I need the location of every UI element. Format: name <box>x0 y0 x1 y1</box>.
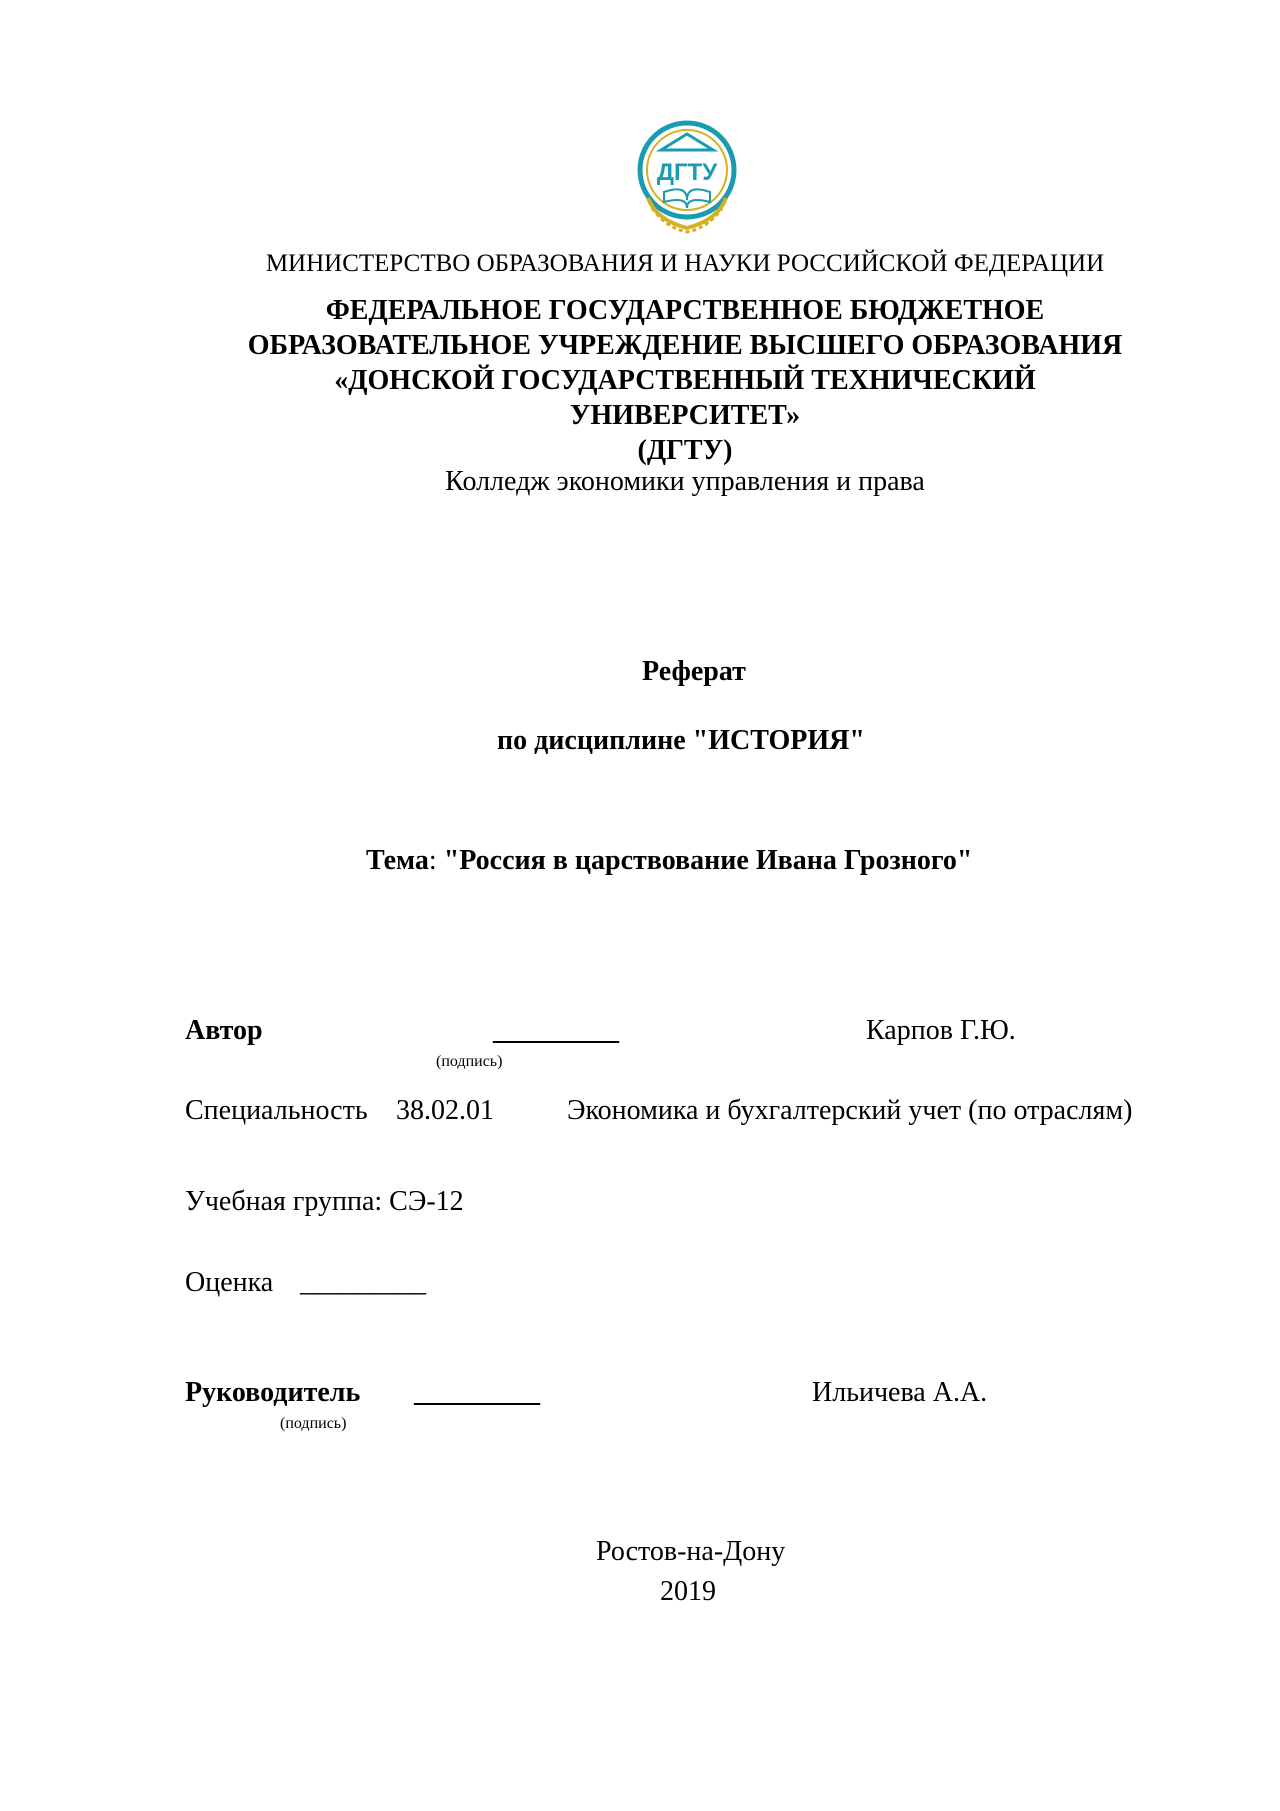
author-signature-caption: (подпись) <box>436 1053 503 1070</box>
year: 2019 <box>660 1576 716 1607</box>
specialty-code: 38.02.01 <box>396 1095 494 1126</box>
group-value: СЭ-12 <box>389 1186 464 1217</box>
specialty-name: Экономика и бухгалтерский учет (по отраслям) <box>567 1095 1133 1126</box>
supervisor-signature-line: _________ <box>414 1377 540 1408</box>
grade-line: _________ <box>300 1267 426 1298</box>
city: Ростов-на-Дону <box>596 1536 786 1567</box>
institution-line: УНИВЕРСИТЕТ» <box>569 400 801 431</box>
group-label: Учебная группа: <box>185 1186 383 1217</box>
topic <box>366 845 972 877</box>
institution-name <box>0 293 1280 468</box>
supervisor-label: Руководитель <box>185 1377 361 1408</box>
ministry-name: МИНИСТЕРСТВО ОБРАЗОВАНИЯ И НАУКИ РОССИЙСКОЙ ФЕДЕРАЦИИ <box>265 250 1105 277</box>
topic-label: Тема <box>366 845 429 876</box>
topic-value: "Россия в царствование Ивана Грозного" <box>443 845 973 876</box>
document-type: Реферат <box>642 656 746 687</box>
topic-separator: : <box>428 845 444 876</box>
supervisor-name: Ильичева А.А. <box>812 1377 988 1408</box>
author-signature-line: _________ <box>493 1015 619 1046</box>
college-name: Колледж экономики управления и права <box>445 466 925 497</box>
logo-text: ДГТУ <box>656 159 718 186</box>
institution-line: ФЕДЕРАЛЬНОЕ ГОСУДАРСТВЕННОЕ БЮДЖЕТНОЕ <box>325 295 1045 326</box>
author-name: Карпов Г.Ю. <box>866 1015 1016 1046</box>
institution-line: (ДГТУ) <box>637 435 733 466</box>
grade-label: Оценка <box>185 1267 274 1298</box>
institution-line: «ДОНСКОЙ ГОСУДАРСТВЕННЫЙ ТЕХНИЧЕСКИЙ <box>334 365 1036 396</box>
group <box>185 1186 464 1218</box>
supervisor-signature-caption: (подпись) <box>280 1415 347 1432</box>
author-label: Автор <box>185 1015 263 1046</box>
institution-line: ОБРАЗОВАТЕЛЬНОЕ УЧРЕЖДЕНИЕ ВЫСШЕГО ОБРАЗОВАНИЯ <box>247 330 1123 361</box>
discipline: по дисциплине "ИСТОРИЯ" <box>497 725 865 756</box>
university-emblem-icon <box>636 120 738 238</box>
specialty-label: Специальность <box>185 1095 368 1126</box>
